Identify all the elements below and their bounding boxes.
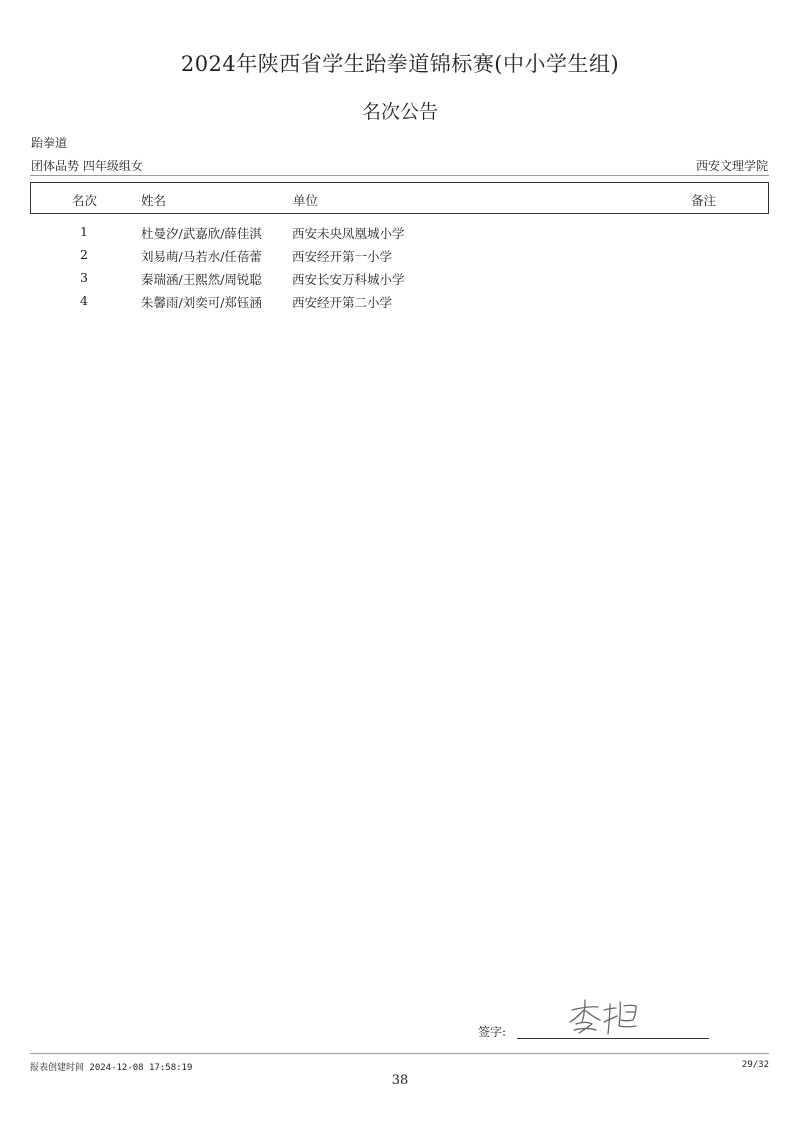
table-row xyxy=(0,224,800,247)
row-unit: 西安经开第一小学 xyxy=(292,249,393,264)
signature-label: 签字: xyxy=(478,1025,507,1039)
row-unit: 西安长安万科城小学 xyxy=(292,272,405,287)
table-header xyxy=(30,182,769,214)
page-number: 38 xyxy=(391,1073,409,1088)
header-rank: 名次 xyxy=(72,193,98,208)
row-unit: 西安经开第二小学 xyxy=(292,295,393,310)
row-name: 刘易萌/马若水/任蓓蕾 xyxy=(141,249,262,264)
row-rank: 4 xyxy=(80,293,88,308)
footer-divider xyxy=(30,1053,769,1054)
row-rank: 2 xyxy=(80,247,88,262)
venue-label: 西安文理学院 xyxy=(695,159,768,173)
page-of-total: 29/32 xyxy=(741,1060,769,1070)
table-row xyxy=(0,293,800,316)
sport-label: 跆拳道 xyxy=(31,136,68,150)
header-note: 备注 xyxy=(691,193,717,208)
document-title: 2024年陕西省学生跆拳道锦标赛(中小学生组) xyxy=(180,52,620,76)
row-rank: 1 xyxy=(80,224,88,239)
header-divider xyxy=(30,175,769,176)
document-subtitle: 名次公告 xyxy=(361,101,438,123)
table-row xyxy=(0,247,800,270)
table-row xyxy=(0,270,800,293)
row-rank: 3 xyxy=(80,270,88,285)
row-unit: 西安未央凤凰城小学 xyxy=(292,226,405,241)
row-name: 朱馨雨/刘奕可/郑钰涵 xyxy=(141,295,262,310)
handwritten-signature xyxy=(566,996,646,1038)
header-unit: 单位 xyxy=(293,193,319,208)
report-created-time: 报表创建时间 2024-12-08 17:58:19 xyxy=(30,1063,193,1073)
header-name: 姓名 xyxy=(141,193,167,208)
row-name: 杜曼汐/武嘉欣/薛佳淇 xyxy=(141,226,262,241)
results-table-body xyxy=(0,224,800,316)
row-name: 秦瑞涵/王熙然/周锐聪 xyxy=(141,272,262,287)
signature-line xyxy=(517,1038,709,1039)
event-label: 团体品势 四年级组女 xyxy=(31,159,143,173)
